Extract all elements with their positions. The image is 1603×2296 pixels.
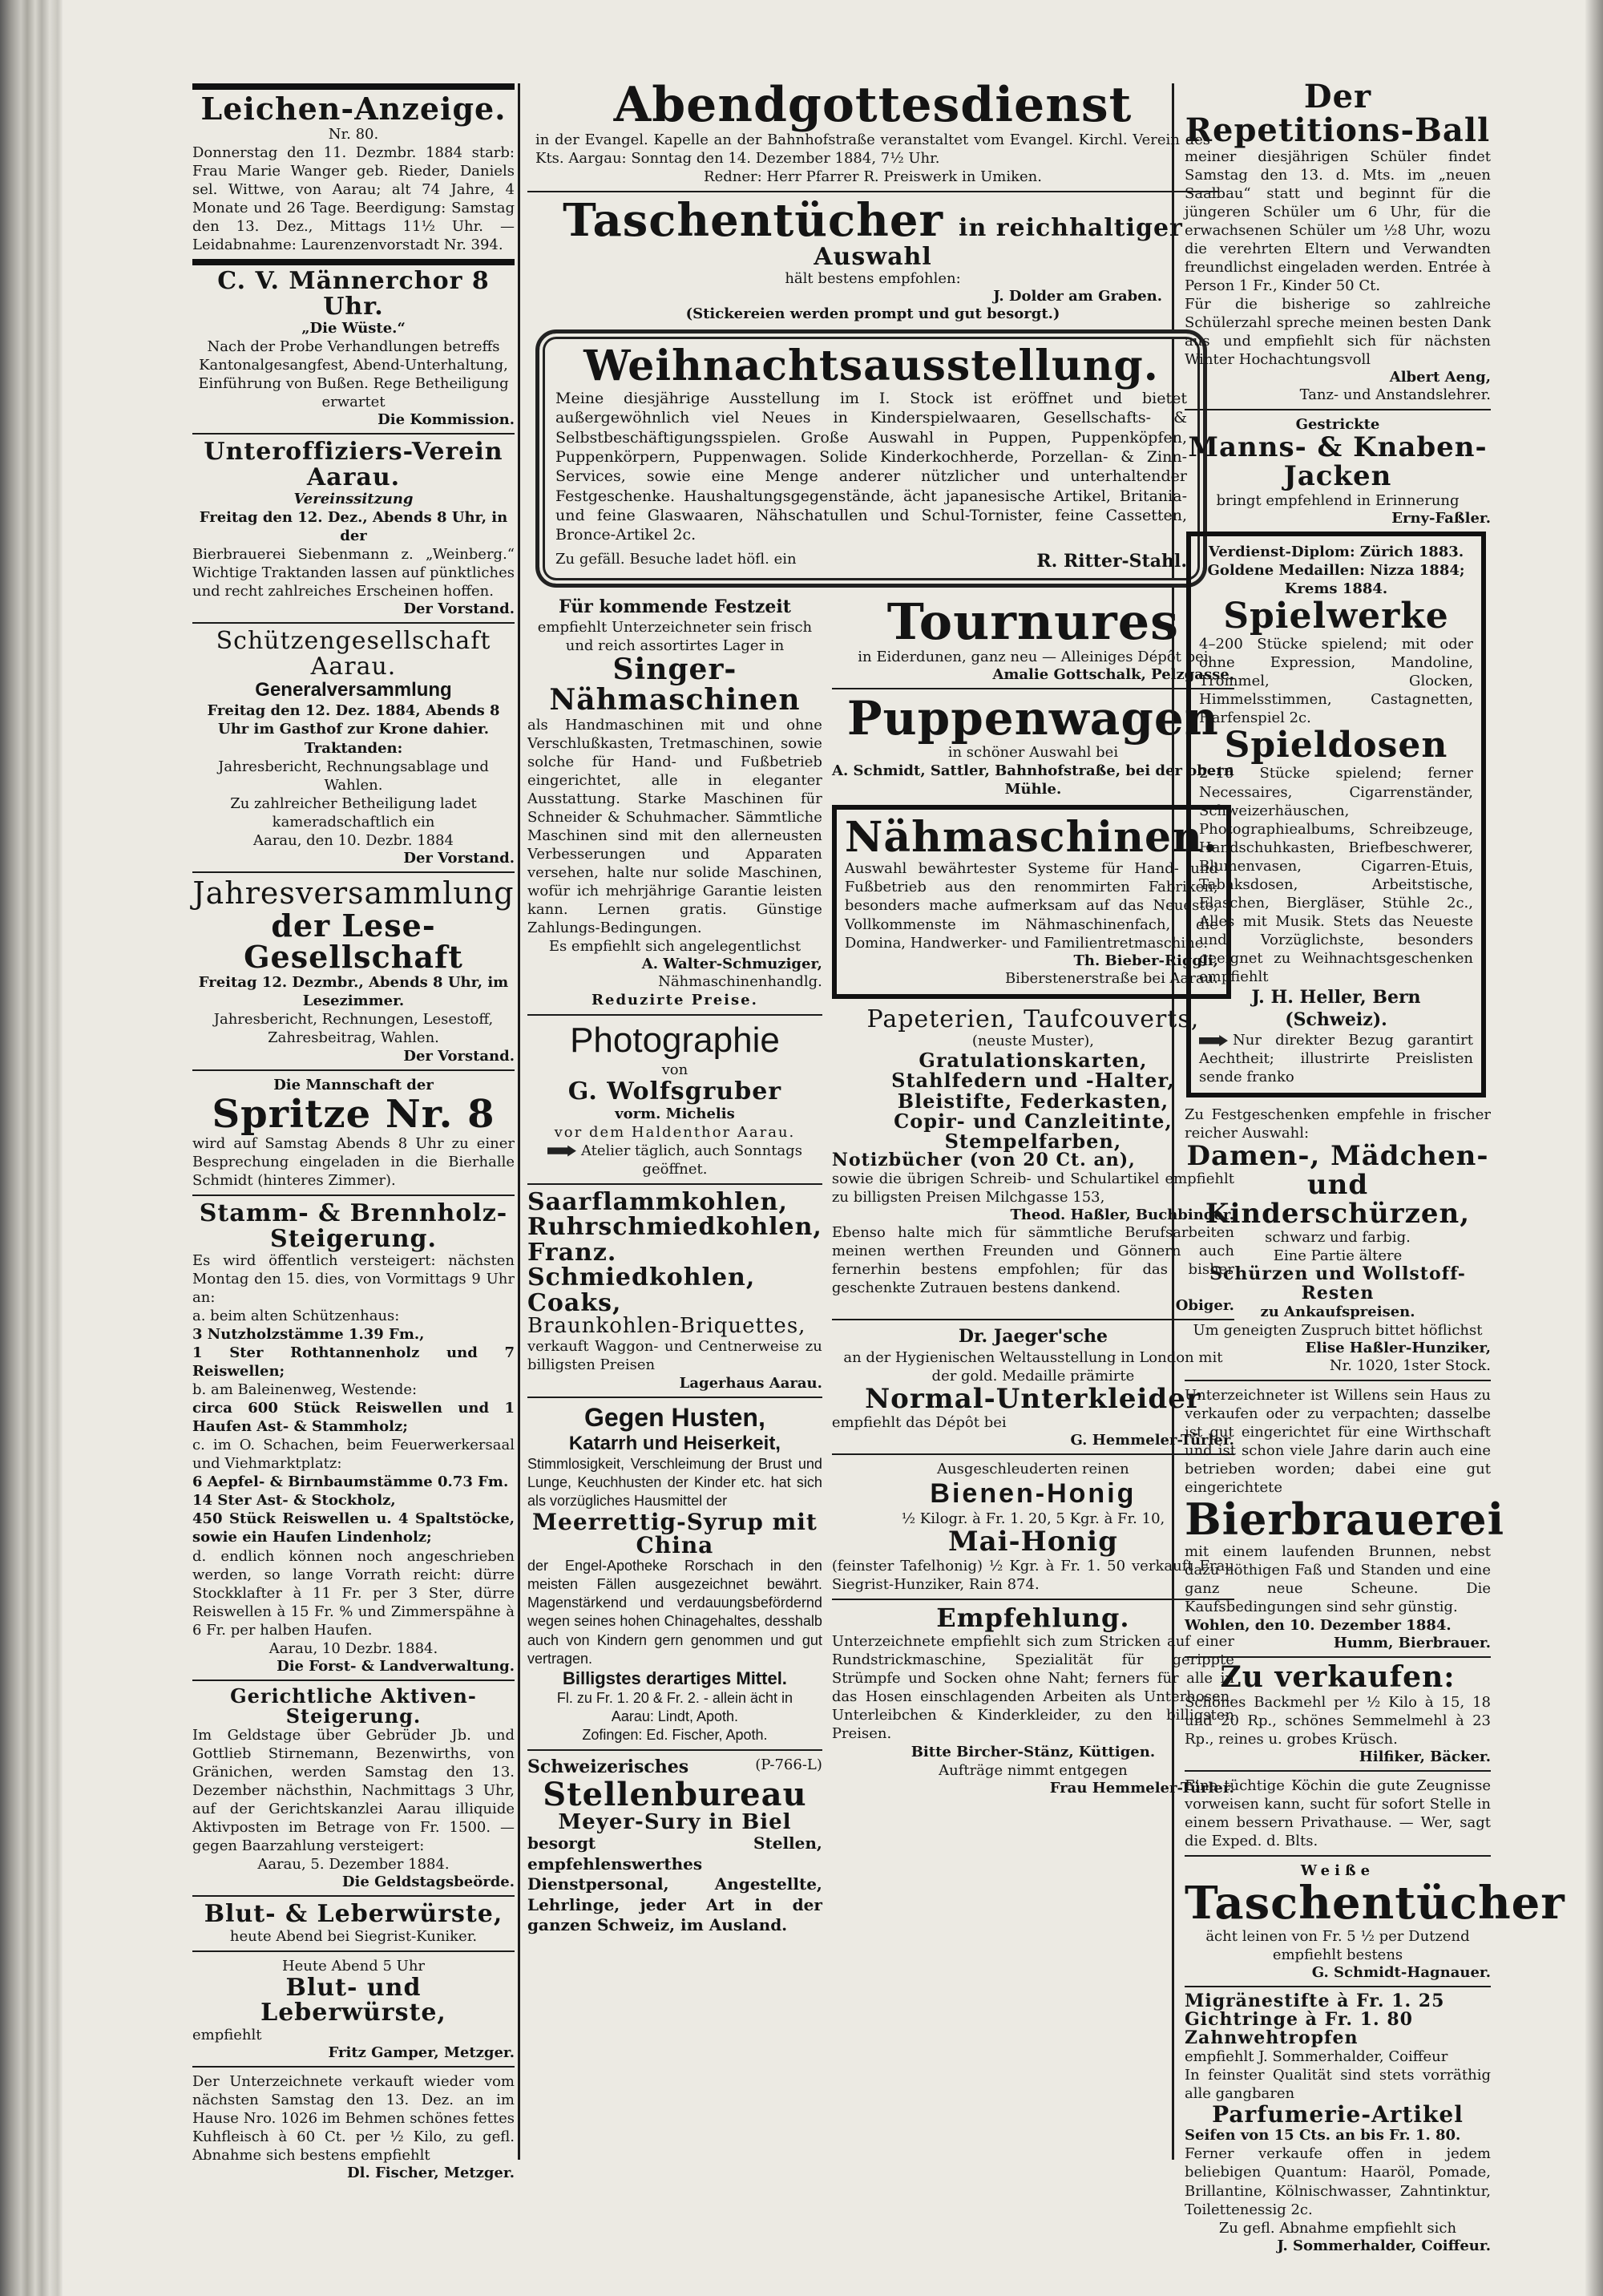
ad-taschentuecher — [527, 194, 1218, 323]
papet-l2: Stahlfedern und -Halter, — [891, 1069, 1175, 1093]
fischer-sig: Dl. Fischer, Metzger. — [347, 2165, 515, 2182]
ad-singer — [527, 596, 822, 1009]
rule — [832, 1599, 1234, 1600]
puppen-title: Puppenwagen — [846, 690, 1219, 746]
rule — [1185, 1656, 1491, 1658]
papet-title: Papeterien, Taufcouverts, — [866, 1004, 1200, 1033]
spiel-text: 4–200 Stücke spielend; mit oder ohne Expression, Mandoline, Trommel, Glocken, Himmelsstimmen, Castagnetten, Harfenspiel 2c. — [1199, 636, 1473, 727]
ad-aktiven — [192, 1686, 515, 1891]
ad-empfehlung — [832, 1605, 1234, 1797]
husten-text2: der Engel-Apotheke Rorschach in den meisten Fällen ausgezeichnet bewährt. Magenstärkend und verdauungsbefördernd wegen seines hohen Chinagehaltes, desshalb auch von Kindern gern genommen und gut vertragen. — [527, 1558, 822, 1667]
koechin-text: Eine tüchtige Köchin die gute Zeugnisse vorweisen kann, sucht für sofort Stelle in einem bessern Privathause. — Wer, sagt die Exped. d. Blts. — [1185, 1777, 1491, 1849]
migraene-text4: Zu gefl. Abnahme empfiehlt sich — [1218, 2219, 1457, 2237]
damen-text4: Um geneigten Zuspruch bittet höflichst — [1193, 1321, 1483, 1339]
damen-title2: Schürzen und Wollstoff-Resten — [1209, 1263, 1466, 1304]
ad-spielwerke — [1186, 532, 1486, 1097]
unteroffiziers-text: Bierbrauerei Siebenmann z. „Weinberg.“ Wichtige Traktanden lassen auf pünktliches und recht zahlreiches Erscheinen hoffen. — [192, 546, 515, 600]
weisse-sig: G. Schmidt-Hagnauer. — [1311, 1963, 1491, 1981]
spiel-title: Spielwerke — [1223, 595, 1449, 637]
kohlen-sig: Lagerhaus Aarau. — [679, 1374, 822, 1392]
rule — [192, 259, 515, 265]
spritze-text: wird auf Samstag Abends 8 Uhr zu einer Besprechung eingeladen in die Bierhalle Schmidt (hinteres Zimmer). — [192, 1134, 515, 1189]
middle-subcol-b — [831, 592, 1234, 1941]
schuetzen-title: Schützengesellschaft Aarau. — [216, 627, 491, 681]
empf-text2: Bitte Bircher-Stänz, Küttigen. — [911, 1743, 1156, 1760]
page-edge — [1585, 0, 1603, 2296]
column-middle — [527, 77, 1234, 1941]
stamm-text: Es wird öffentlich versteigert: nächsten Montag den 15. dies, von Vormittags 9 Uhr an: — [192, 1252, 515, 1307]
photo-atelier: Atelier täglich, auch Sonntags geöffnet. — [580, 1142, 802, 1178]
stamm-item: 6 Aepfel- & Birnbaumstämme 0.73 Fm. — [192, 1473, 509, 1491]
ad-honig — [832, 1460, 1234, 1594]
schweiz-title2: Stellenbureau — [543, 1775, 807, 1813]
leichen-nr: Nr. 80. — [328, 125, 379, 143]
schuetzen-place: Aarau, den 10. Dezbr. 1884 — [253, 831, 454, 849]
stamm-item: 3 Nutzholzstämme 1.39 Fm., — [192, 1326, 425, 1344]
schuetzen-text2: Zu zahlreicher Betheiligung ladet kameradschaftlich ein — [230, 794, 477, 831]
rule — [1185, 1380, 1491, 1381]
rule — [192, 83, 515, 90]
singer-text2: Es empfiehlt sich angelegentlichst — [548, 937, 802, 955]
singer-text: als Handmaschinen mit und ohne Verschlußkasten, Tretmaschinen, sowie solche für Hand- und Fußbetrieb eingerichtet, alle in eleganter Ausstattung. Starke Maschinen für Schneider & Schuhmacher. Sämmtliche Maschinen sind mit den allerneusten Verbesserungen und Apparaten versehen, halte nur solide Maschinen, wofür ich mehrjährige Garantie leisten kann. Lernen gratis. Günstige Zahlungs-Bedingungen. — [527, 716, 822, 936]
column-right — [1185, 78, 1565, 2259]
tournures-text: in Eiderdunen, ganz neu — Alleiniges Dépôt bei — [858, 648, 1209, 665]
aktiven-text: Im Geldstage über Gebrüder Jb. und Gottlieb Stirnemann, Bezenwirths, von Gränichen, werden Samstag den 13. Dezember nächsthin, Nachmittags 3 Uhr, auf der Gerichtskanzlei Aarau illiquide Aktivposten im Betrage von Fr. 1500. — gegen Baarzahlung versteigert: — [192, 1727, 515, 1855]
schweiz-name: Meyer-Sury in Biel — [558, 1809, 792, 1834]
ad-photographie — [527, 1021, 822, 1178]
ad-blut1 — [192, 1902, 515, 1946]
honig-pre: Ausgeschleuderten reinen — [937, 1461, 1129, 1478]
tasch-title2: in reichhaltiger Auswahl — [814, 214, 1183, 271]
photo-von: von — [661, 1061, 688, 1078]
rule — [192, 622, 515, 624]
column-left — [192, 80, 515, 2186]
migraene-l3: Zahnwehtropfen — [1185, 2027, 1359, 2048]
tournures-sig: Amalie Gottschalk, Pelzgasse. — [992, 665, 1234, 683]
schuetzen-trakt: Traktanden: — [304, 739, 403, 757]
rule — [527, 1397, 822, 1398]
singer-sig2: Nähmaschinenhandlg. — [658, 972, 822, 990]
migraene-text3: Ferner verkaufe offen in jedem beliebigen Quantum: Haaröl, Pomade, Brillantine, Kölnischwasser, Zahntinktur, Toilettenessig 2c. — [1185, 2145, 1491, 2218]
brauerei-place: Wohlen, den 10. Dezember 1884. — [1185, 1616, 1452, 1634]
brauerei-sig: Humm, Bierbrauer. — [1333, 1634, 1491, 1651]
honig-p1: ½ Kilogr. à Fr. 1. 20, 5 Kgr. à Fr. 10, — [901, 1510, 1165, 1528]
migraene-l4: empfiehlt J. Sommerhalder, Coiffeur — [1185, 2047, 1448, 2065]
photo-name: G. Wolfsgruber — [567, 1077, 782, 1106]
blut1-text: heute Abend bei Siegrist-Kuniker. — [229, 1927, 478, 1945]
schweiz-text: besorgt Stellen, empfehlenswerthes Dienstpersonal, Angestellte, Lehrlinge, jeder Art in der ganzen Schweiz, im Ausland. — [527, 1833, 822, 1935]
abend-text: in der Evangel. Kapelle an der Bahnhofstraße veranstaltet vom Evangel. Kirchl. Verein des Kts. Aargau: Sonntag den 14. Dezember 1884, 7½ Uhr. — [535, 131, 1210, 168]
stamm-place: Aarau, 10 Dezbr. 1884. — [269, 1639, 438, 1657]
damen-pre: Zu Festgeschenken empfehle in frischer reicher Auswahl: — [1185, 1106, 1491, 1142]
ad-verkaufen — [1185, 1659, 1491, 1765]
column-rule-left — [518, 83, 520, 2160]
lese-title1: Jahresversammlung — [192, 875, 515, 911]
ad-stamm — [192, 1201, 515, 1675]
spritze-pre: Die Mannschaft der — [273, 1076, 434, 1093]
tasch-title: Taschentücher — [563, 194, 943, 248]
photo-title: Photographie — [570, 1020, 780, 1060]
rule — [192, 1194, 515, 1196]
abend-title: Abendgottesdienst — [613, 77, 1133, 133]
rule — [1185, 1986, 1491, 1987]
ad-stellenbureau — [527, 1756, 822, 1936]
jaeger-title: Dr. Jaeger'sche — [958, 1326, 1108, 1348]
migraene-text2: Seifen von 15 Cts. an bis Fr. 1. 80. — [1185, 2127, 1461, 2144]
papet-text: sowie die übrigen Schreib- und Schulartikel empfiehlt zu billigsten Preisen Milchgasse 153, — [831, 1170, 1234, 1207]
kohlen-text: verkauft Waggon- und Centnerweise zu billigsten Preisen — [527, 1338, 822, 1374]
damen-text2: Eine Partie ältere — [1273, 1247, 1403, 1265]
ad-fischer — [192, 2072, 515, 2181]
jacken-title: Manns- & Knaben-Jacken — [1188, 431, 1488, 493]
kohlen-l4: Coaks, — [527, 1288, 622, 1317]
husten-loc2: Zofingen: Ed. Fischer, Apoth. — [582, 1726, 768, 1743]
ad-repetitions-ball — [1185, 80, 1491, 404]
stamm-item: 1 Ster Rothtannenholz und 7 Reiswellen; — [192, 1344, 515, 1380]
empf-sig: Frau Hemmeler-Türler. — [1049, 1779, 1234, 1797]
schuetzen-sub: Generalversammlung — [255, 679, 452, 701]
singer-pre2: empfiehlt Unterzeichneter sein frisch und reich assortirtes Lager in — [537, 618, 813, 654]
damen-sig: Elise Haßler-Hunziker, — [1305, 1339, 1491, 1356]
jacken-text: bringt empfehlend in Erinnerung — [1216, 491, 1460, 509]
stamm-item: b. am Baleinenweg, Westende: — [192, 1381, 418, 1399]
kohlen-l5: Braunkohlen-Briquettes, — [527, 1314, 806, 1339]
ad-weihnachtsausstellung — [535, 329, 1207, 587]
ad-lese — [192, 875, 515, 1065]
rule — [832, 1453, 1234, 1455]
ad-bierbrauerei — [1185, 1386, 1505, 1651]
weih-title: Weihnachtsausstellung. — [583, 342, 1159, 391]
schuetzen-sig: Der Vorstand. — [403, 849, 515, 867]
weisse-title: Taschentücher — [1185, 1876, 1565, 1930]
schuetzen-date: Freitag den 12. Dez. 1884, Abends 8 Uhr im Gasthof zur Krone dahier. — [207, 702, 500, 738]
middle-subcol-a — [527, 596, 822, 1941]
weisse-text: ächt leinen von Fr. 5 ½ per Dutzend empfiehlt bestens — [1205, 1927, 1470, 1963]
singer-sig: A. Walter-Schmuziger, — [641, 955, 822, 972]
aktiven-title: Gerichtliche Aktiven-Steigerung. — [230, 1684, 477, 1728]
migraene-l1: Migränestifte à Fr. 1. 25 — [1185, 1990, 1445, 2011]
schuetzen-text: Jahresbericht, Rechnungsablage und Wahlen. — [218, 758, 489, 794]
rule — [1185, 409, 1491, 410]
weih-text: Meine diesjährige Ausstellung im I. Stock ist eröffnet und bietet außergewöhnlich viel Neues in Kinderspielwaaren, Gesellschafts- & Selbstbeschäftigungsspielen. Große Auswahl in Puppen, Puppenköpfen, Puppenkörpern, Puppenwagen. Solide Kinderkochherde, Porzellan- & Zinn-Services, sowie eine Menge anderer nützlicher und unterhaltender Festgeschenke. Haushaltungsgegenstände, ächt japanesische Artikel, Britania- und feine Glaswaaren, Nähschatullen und Schul-Tornister, feine Cassetten, Bronce-Artikel 2c. — [555, 390, 1187, 544]
ad-tournures — [832, 592, 1234, 683]
husten-text: Stimmlosigkeit, Verschleimung der Brust und Lunge, Keuchhusten der Kinder etc. hat sich als vorzügliches Hausmittel der — [527, 1455, 822, 1509]
rule — [1185, 1855, 1491, 1857]
ad-kohlen — [527, 1187, 822, 1392]
honig-title2: Mai-Honig — [947, 1526, 1118, 1558]
papet-l5: Stempelfarben, — [944, 1129, 1122, 1153]
middle-subcolumns — [527, 592, 1234, 1941]
singer-pre: Für kommende Festzeit — [558, 596, 791, 617]
ball-text2: Für die bisherige so zahlreiche Schülerzahl spreche meinen besten Dank aus und empfiehlt sich für nächsten Winter Hochachtungsvoll — [1185, 296, 1491, 369]
brauerei-text: mit einem laufenden Brunnen, nebst dazu nöthigen Faß und Standen und eine ganz neue Scheune. Die Kaufsbedingungen sind sehr günstig. — [1185, 1542, 1491, 1615]
ad-jacken — [1185, 415, 1491, 526]
unteroffiziers-date: Freitag den 12. Dez., Abends 8 Uhr, in der — [199, 509, 508, 545]
ad-papeterien — [831, 1004, 1234, 1315]
damen-title: Damen-, Mädchen- und Kinderschürzen, — [1186, 1140, 1489, 1230]
husten-billig: Billigstes derartiges Mittel. — [562, 1667, 787, 1688]
lese-date: Freitag 12. Dezmbr., Abends 8 Uhr, im Lesezimmer. — [198, 974, 509, 1010]
maennerchor-sig: Die Kommission. — [378, 411, 515, 429]
ball-sig: Albert Aeng, — [1389, 369, 1491, 386]
spiel-text3: Nur direkter Bezug garantirt Aechtheit; illustrirte Preislisten sende franko — [1199, 1032, 1473, 1086]
stamm-item: d. endlich können noch angeschrieben werden, so lange Vorrath reicht: dürre Stockklafter à 11 Fr. per 3 Ster, dürre Reiswellen à 15 Fr. % und Zimmerspähne à 6 Fr. per halben Haufen. — [192, 1547, 515, 1639]
ad-weisse-taschentuecher — [1185, 1861, 1565, 1981]
ad-schuetzen — [192, 629, 515, 866]
rule — [192, 1069, 515, 1071]
damen-text3: zu Ankaufspreisen. — [1260, 1303, 1415, 1320]
book-binding — [0, 0, 63, 2296]
aktiven-place: Aarau, 5. Dezember 1884. — [257, 1856, 450, 1874]
stamm-item: a. beim alten Schützenhaus: — [192, 1308, 400, 1325]
ad-husten — [527, 1403, 822, 1744]
unteroffiziers-sig: Der Vorstand. — [403, 600, 515, 618]
naeh-sig: Th. Bieber-Riggli, — [1073, 952, 1218, 969]
husten-title: Gegen Husten, — [584, 1402, 765, 1432]
empf-title: Empfehlung. — [936, 1603, 1130, 1634]
fischer-text: Der Unterzeichnete verkauft wieder vom nächsten Samstag den 13. Dez. an im Hause Nro. 1026 im Behmen schönes fettes Kuhfleisch à 60 Ct. per ½ Kilo, zu gefl. Abnahme sich bestens empfiehlt — [192, 2072, 515, 2165]
maennerchor-title: C. V. Männerchor 8 Uhr. — [217, 267, 490, 321]
spiel-title2: Spieldosen — [1224, 725, 1448, 766]
blut2-sig: Fritz Gamper, Metzger. — [328, 2043, 515, 2061]
weih-inv: Zu gefäll. Besuche ladet höfl. ein — [555, 550, 797, 568]
jaeger-text: an der Hygienischen Weltausstellung in London mit der gold. Medaille prämirte — [843, 1348, 1223, 1384]
photo-vorm: vorm. Michelis — [615, 1105, 735, 1122]
husten-prod: Meerrettig-Syrup mit China — [532, 1508, 818, 1558]
verkaufen-text: Schönes Backmehl per ½ Kilo à 15, 18 und 20 Rp., schönes Semmelmehl à 23 Rp., reines u. grobes Krüsch. — [1185, 1693, 1491, 1748]
puppen-sig: A. Schmidt, Sattler, Bahnhofstraße, bei der obern Mühle. — [831, 762, 1234, 798]
stamm-item: 450 Stück Reiswellen u. 4 Spaltstöcke, sowie ein Haufen Lindenholz; — [192, 1510, 515, 1546]
lese-text: Jahresbericht, Rechnungen, Lesestoff, Zahresbeitrag, Wahlen. — [213, 1011, 494, 1047]
puppen-text: in schöner Auswahl bei — [947, 743, 1119, 761]
brauerei-pre: Unterzeichneter ist Willens sein Haus zu verkaufen oder zu verpachten; dasselbe ist gut eingerichtet für eine Wirthschaft und ist schon viele Jahre darin auch eine betrieben worden; dabei eine gut eingerichtete — [1185, 1386, 1491, 1496]
ad-abendgottesdienst — [527, 77, 1218, 186]
spritze-title: Spritze Nr. 8 — [212, 1091, 495, 1137]
brauerei-title: Bierbrauerei — [1185, 1493, 1505, 1545]
husten-title2: Katarrh und Heiserkeit, — [568, 1432, 781, 1454]
papet-neu: (neuste Muster), — [971, 1033, 1095, 1050]
stamm-sig: Die Forst- & Landverwaltung. — [277, 1657, 515, 1675]
ad-unteroffiziers — [192, 439, 515, 617]
singer-title: Singer-Nähmaschinen — [549, 652, 801, 717]
ad-migraene — [1185, 1992, 1491, 2254]
photo-loc: vor dem Haldenthor Aarau. — [554, 1123, 796, 1141]
maennerchor-sub: „Die Wüste.“ — [301, 320, 406, 338]
unteroffiziers-title: Unteroffiziers-Verein Aarau. — [204, 438, 503, 491]
papet-l4: Copir- und Canzleitinte, — [894, 1109, 1173, 1133]
kohlen-l1: Saarflammkohlen, — [527, 1187, 788, 1216]
rule — [192, 871, 515, 873]
weisse-pre: Weiße — [1300, 1861, 1375, 1879]
lese-sig: Der Vorstand. — [403, 1047, 515, 1065]
jaeger-sig: G. Hemmeler-Türler. — [1070, 1432, 1234, 1449]
husten-loc1: Aarau: Lindt, Apoth. — [611, 1708, 738, 1724]
papet-l6: Notizbücher (von 20 Ct. an), — [831, 1150, 1136, 1171]
schweiz-code: (P-766-L) — [755, 1756, 822, 1773]
honig-title: Bienen-Honig — [930, 1478, 1137, 1510]
ad-damen — [1185, 1106, 1491, 1374]
papet-l3: Bleistifte, Federkasten, — [897, 1089, 1169, 1113]
spiel-text2: 2–16 Stücke spielend; ferner Necessaires, Cigarrenständer, Schweizerhäuschen, Photographiealbums, Schreibzeuge, Handschuhkasten, Briefbeschwerer, Blumenvasen, Cigarren-Etuis, Tabaksdosen, Arbeitstische, Flaschen, Biergläser, Stühle 2c., Alles mit Musik. Stets das Neueste und Vorzüglichste, besonders geeignet zu Weihnachtsgeschenken empfiehlt — [1199, 765, 1473, 985]
naeh-title: Nähmaschinen. — [844, 812, 1218, 862]
stamm-item: c. im O. Schachen, beim Feuerwerkersaal und Viehmarktplatz: — [192, 1437, 515, 1473]
abend-redner: Redner: Herr Pfarrer R. Preiswerk in Umiken. — [704, 168, 1042, 186]
migraene-text: In feinster Qualität sind stets vorräthig alle gangbaren — [1185, 2066, 1491, 2102]
migraene-l2: Gichtringe à Fr. 1. 80 — [1185, 2008, 1413, 2030]
blut2-pre: Heute Abend 5 Uhr — [281, 1957, 426, 1975]
rule — [832, 688, 1234, 689]
husten-price: Fl. zu Fr. 1. 20 & Fr. 2. - allein ächt in — [556, 1689, 793, 1706]
empf-text3: Aufträge nimmt entgegen — [939, 1761, 1128, 1779]
empf-text: Unterzeichnete empfiehlt sich zum Stricken auf einer Rundstrickmaschine, Spezialität für gerippte Strümpfe und Socken ohne Naht; ferners für alle in das Hosen einschlagenden Arbeiten als Unterhosen, Unterleibchen & Kinderkleider, zu den billigsten Preisen. — [831, 1632, 1234, 1742]
stamm-title: Stamm- & Brennholz-Steigerung. — [199, 1199, 508, 1253]
leichen-title: Leichen-Anzeige. — [200, 91, 507, 127]
naeh-sig2: Biberstenerstraße bei Aarau. — [1004, 969, 1218, 987]
ad-maennerchor — [192, 269, 515, 428]
damen-sig2: Nr. 1020, 1ster Stock. — [1329, 1356, 1491, 1374]
schweiz-title: Schweizerisches — [527, 1756, 689, 1777]
spiel-diploma: Verdienst-Diplom: Zürich 1883. Goldene Medaillen: Nizza 1884; Krems 1884. — [1207, 543, 1465, 597]
blut2-text: empfiehlt — [192, 2026, 262, 2043]
pointing-hand-icon — [547, 1146, 576, 1157]
ad-blut2 — [192, 1957, 515, 2061]
papet-text2: Ebenso halte mich für sämmtliche Berufsarbeiten meinen werthen Freunden und Gönnern auch fernerhin bestens empfohlen; für das bisher geschenkte Zutrauen bestens dankend. — [831, 1224, 1234, 1297]
spiel-sig: J. H. Heller, Bern (Schweiz). — [1251, 986, 1421, 1030]
blut1-title: Blut- & Leberwürste, — [204, 1900, 503, 1929]
jaeger-text2: empfiehlt das Dépôt bei — [831, 1414, 1007, 1432]
rule — [192, 1680, 515, 1681]
jacken-sig: Erny-Faßler. — [1391, 509, 1491, 527]
tasch-sig: J. Dolder am Graben. — [993, 288, 1162, 305]
singer-sig3: Reduzirte Preise. — [592, 991, 758, 1009]
jaeger-prod: Normal-Unterkleider — [865, 1382, 1201, 1415]
ad-puppenwagen — [831, 690, 1234, 798]
ball-title: Der Repetitions-Ball — [1185, 78, 1491, 149]
damen-text: schwarz und farbig. — [1265, 1229, 1411, 1247]
rule — [192, 1895, 515, 1897]
rule — [1185, 1770, 1491, 1772]
kohlen-l2: Ruhrschmiedkohlen, — [527, 1213, 822, 1242]
tournures-title: Tournures — [886, 592, 1180, 651]
honig-p2: (feinster Tafelhonig) ½ Kgr. à Fr. 1. 50 verkauft Frau Siegrist-Hunziker, Rain 874. — [831, 1558, 1234, 1594]
ball-text: meiner diesjährigen Schüler findet Samstag den 13. d. Mts. im „neuen Saalbau“ statt und beginnt für die jüngeren Schüler um 6 Uhr, für die erwachsenen Schüler um ½8 Uhr, wozu die verehrten Eltern und Verwandten freundlichst eingeladen werden. Entrée à Person 1 Fr., Kinder 50 Ct. — [1185, 148, 1491, 295]
papet-sig2: Obiger. — [1175, 1297, 1234, 1315]
maennerchor-text: Nach der Probe Verhandlungen betreffs Kantonalgesangfest, Abend-Unterhaltung, Einführung von Bußen. Rege Betheiligung erwartet — [198, 338, 509, 411]
ball-sig2: Tanz- und Anstandslehrer. — [1299, 386, 1491, 404]
kohlen-l3: Franz. Schmiedkohlen, — [527, 1238, 756, 1292]
jacken-pre: Gestrickte — [1295, 416, 1380, 434]
papet-l1: Gratulationskarten, — [919, 1049, 1148, 1073]
pointing-hand-icon — [1199, 1035, 1228, 1046]
blut2-title: Blut- und Leberwürste, — [260, 1973, 446, 2027]
ad-leichen — [192, 93, 515, 254]
papet-sig: Theod. Haßler, Buchbinder. — [1010, 1207, 1234, 1224]
naeh-text: Auswahl bewährtester Systeme für Hand- und Fußbetrieb aus den renommirten Fabriken; besonders mache aufmerksam auf das Neueste, Vollkommenste im Nähmaschinenfach, die Domina, Handwerker- und Familientretmaschine. — [844, 860, 1218, 952]
unteroffiziers-sub: Vereinssitzung — [293, 491, 414, 508]
rule — [527, 191, 1218, 192]
rule — [527, 1014, 822, 1016]
tasch-text: hält bestens empfohlen: — [785, 270, 961, 288]
migraene-title: Parfumerie-Artikel — [1212, 2101, 1464, 2128]
ad-koechin — [1185, 1777, 1491, 1850]
rule — [527, 1749, 822, 1751]
migraene-sig: J. Sommerhalder, Coiffeur. — [1277, 2237, 1491, 2254]
rule — [832, 1319, 1234, 1320]
verkaufen-sig: Hilfiker, Bäcker. — [1359, 1748, 1491, 1765]
tasch-note: (Stickereien werden prompt und gut besorgt.) — [685, 305, 1060, 323]
stamm-item: 14 Ster Ast- & Stockholz, — [192, 1492, 396, 1510]
rule — [192, 433, 515, 435]
aktiven-sig: Die Geldstagsbeörde. — [341, 1874, 515, 1891]
rule — [527, 1183, 822, 1185]
weih-sig: R. Ritter-Stahl. — [1036, 550, 1187, 572]
verkaufen-title: Zu verkaufen: — [1220, 1659, 1456, 1694]
leichen-text: Donnerstag den 11. Dezmbr. 1884 starb: Frau Marie Wanger geb. Rieder, Daniels sel. Wittwe, von Aarau; alt 74 Jahre, 4 Monate und 26 Tage. Beerdigung: Samstag den 13. Dez., Mittags 11½ Uhr. — Leidabnahme: Laurenzenvorstadt Nr. 394. — [192, 144, 515, 254]
rule — [192, 2066, 515, 2068]
rule — [192, 1950, 515, 1952]
stamm-item: circa 600 Stück Reiswellen und 1 Haufen Ast- & Stammholz; — [192, 1400, 515, 1436]
ad-spritze — [192, 1076, 515, 1190]
lese-title2: der Lese-Gesellschaft — [244, 907, 463, 976]
ad-naehmaschinen — [832, 805, 1231, 999]
ad-jaeger — [832, 1325, 1234, 1449]
